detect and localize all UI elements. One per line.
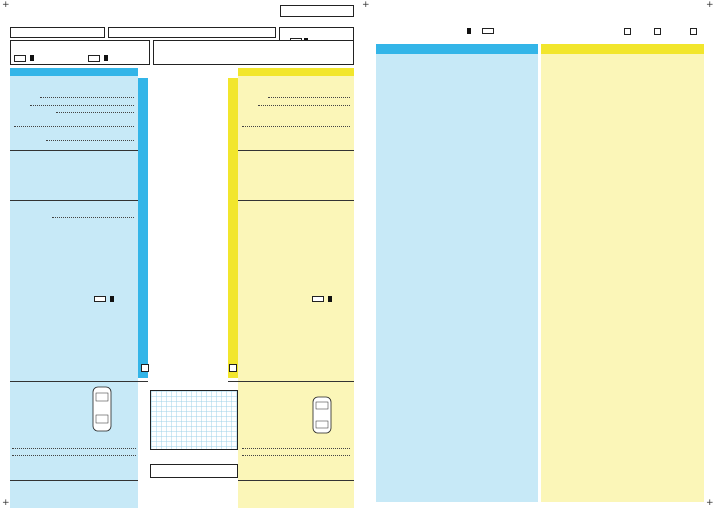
damage-objects-yes[interactable]: [104, 55, 108, 61]
divider: [10, 381, 148, 382]
damage-objects-no[interactable]: [88, 55, 100, 62]
legal-reference: [280, 5, 354, 17]
divider: [10, 480, 138, 481]
damages-field: [10, 40, 150, 65]
signature-area[interactable]: [150, 464, 238, 478]
divider: [238, 480, 354, 481]
form-cai-back: [360, 0, 720, 510]
damage-cover-no-b[interactable]: [312, 296, 324, 302]
input-line[interactable]: [30, 105, 134, 106]
crop-mark: +: [2, 0, 10, 10]
damage-cover-no-a[interactable]: [94, 296, 106, 302]
input-line[interactable]: [46, 140, 134, 141]
authority-vvuu-checkbox[interactable]: [690, 28, 697, 35]
input-line[interactable]: [268, 97, 350, 98]
input-line[interactable]: [12, 448, 136, 449]
divider: [228, 381, 354, 382]
input-line[interactable]: [258, 105, 350, 106]
car-diagram-a-icon[interactable]: [90, 385, 114, 433]
vehicle-b-column: [238, 68, 354, 508]
input-line[interactable]: [40, 97, 134, 98]
authority-no[interactable]: [482, 28, 494, 34]
sketch-grid[interactable]: [150, 390, 238, 450]
date-field[interactable]: [10, 27, 105, 38]
checked-count-b[interactable]: [229, 364, 237, 372]
crop-mark: +: [2, 498, 10, 508]
damage-vehicles-no[interactable]: [14, 55, 26, 62]
crop-mark: +: [706, 498, 714, 508]
witnesses-field[interactable]: [153, 40, 354, 65]
input-line[interactable]: [52, 217, 134, 218]
vehicle-a-column: [10, 68, 138, 508]
input-line[interactable]: [242, 448, 350, 449]
input-line[interactable]: [242, 455, 350, 456]
damage-vehicles-yes[interactable]: [30, 55, 34, 61]
divider: [10, 150, 138, 151]
car-diagram-b-icon[interactable]: [310, 395, 334, 435]
vehicle-a-column: [376, 44, 538, 502]
divider: [10, 200, 138, 201]
input-line[interactable]: [242, 126, 350, 127]
authority-cc-checkbox[interactable]: [624, 28, 631, 35]
vehicle-b-header: [541, 44, 704, 54]
vehicle-b-header: [238, 68, 354, 76]
divider: [238, 200, 354, 201]
input-line[interactable]: [56, 112, 134, 113]
damage-cover-yes-a[interactable]: [110, 296, 114, 302]
place-field[interactable]: [108, 27, 276, 38]
authority-yes[interactable]: [467, 28, 471, 34]
authority-ps-checkbox[interactable]: [654, 28, 661, 35]
checked-count-a[interactable]: [141, 364, 149, 372]
vehicle-a-checkbox-strip: [138, 78, 148, 378]
damage-cover-yes-b[interactable]: [328, 296, 332, 302]
divider: [238, 150, 354, 151]
input-line[interactable]: [14, 126, 134, 127]
crop-mark: +: [362, 0, 370, 10]
vehicle-b-column: [541, 44, 704, 502]
input-line[interactable]: [12, 455, 136, 456]
vehicle-a-header: [10, 68, 138, 76]
crop-mark: +: [706, 0, 714, 10]
vehicle-b-checkbox-strip: [228, 78, 238, 378]
vehicle-a-header: [376, 44, 538, 54]
